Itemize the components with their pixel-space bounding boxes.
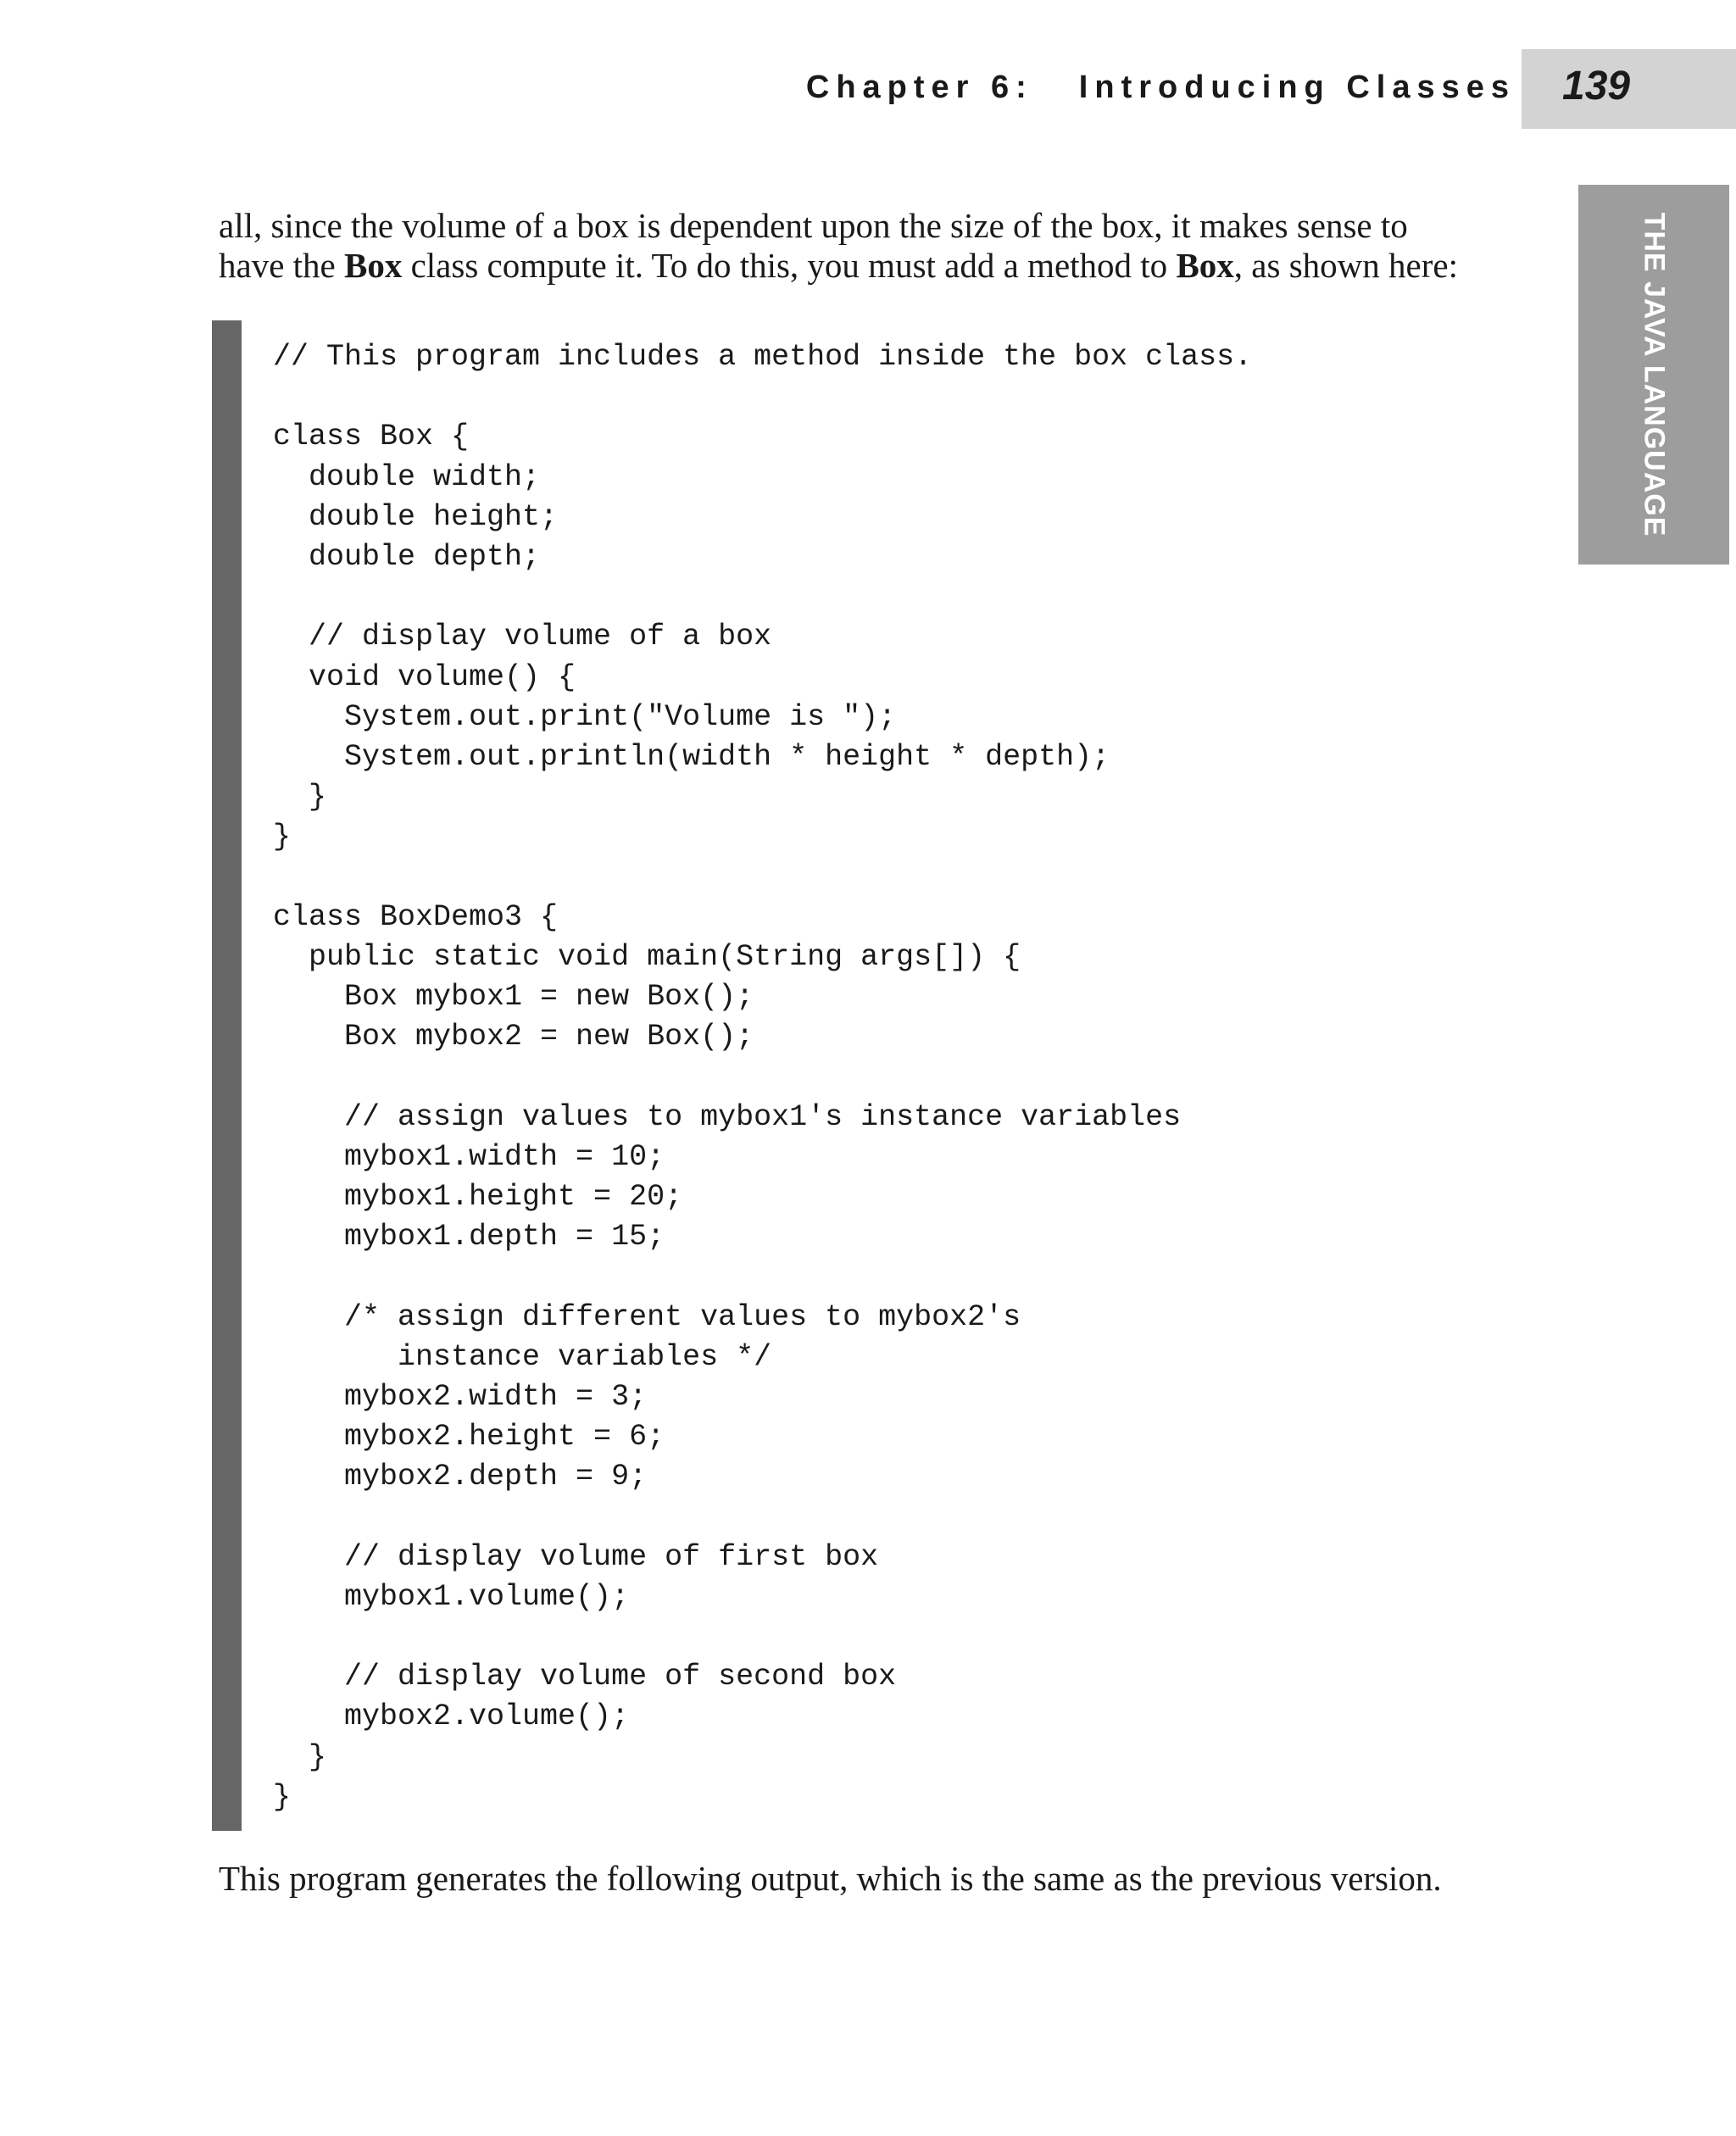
code-line: mybox1.depth = 15; xyxy=(273,1220,665,1254)
code-line xyxy=(273,1257,1252,1297)
box-class-name: Box xyxy=(343,246,403,285)
code-line xyxy=(273,577,1252,617)
code-line: Box mybox1 = new Box(); xyxy=(273,980,754,1014)
code-line xyxy=(273,857,1252,897)
code-line: } xyxy=(273,820,292,854)
code-line: } xyxy=(273,1779,292,1814)
code-line: System.out.print("Volume is "); xyxy=(273,699,897,734)
intro-paragraph xyxy=(219,206,1458,286)
section-side-tab xyxy=(1578,185,1729,565)
code-line: instance variables */ xyxy=(273,1339,772,1374)
code-listing-bar xyxy=(212,320,242,1831)
code-line: public static void main(String args[]) { xyxy=(273,939,1021,974)
code-line: // assign values to mybox1's instance variables xyxy=(273,1099,1182,1134)
code-line: mybox2.height = 6; xyxy=(273,1420,665,1455)
intro-line-2-e: , as shown here: xyxy=(1233,246,1458,285)
code-line xyxy=(273,1057,1252,1097)
code-line: mybox2.volume(); xyxy=(273,1699,630,1734)
side-tab-label: THE JAVA LANGUAGE xyxy=(1638,212,1671,537)
code-line: void volume() { xyxy=(273,659,576,694)
code-line xyxy=(273,1497,1252,1537)
page-number-box xyxy=(1522,49,1736,129)
chapter-label: Chapter 6: xyxy=(805,70,1033,105)
code-line: double height; xyxy=(273,499,559,534)
code-line: class Box { xyxy=(273,420,470,454)
code-line: mybox1.height = 20; xyxy=(273,1179,683,1214)
code-line: } xyxy=(273,1739,327,1774)
code-line: mybox2.depth = 9; xyxy=(273,1460,648,1494)
code-line: double width; xyxy=(273,459,541,494)
code-line: // This program includes a method inside the box class. xyxy=(273,340,1253,374)
code-line: /* assign different values to mybox2's xyxy=(273,1299,1021,1334)
code-line: class BoxDemo3 { xyxy=(273,899,559,934)
code-line: // display volume of first box xyxy=(273,1539,879,1574)
intro-line-2-a: have the xyxy=(219,246,344,285)
code-line: mybox1.width = 10; xyxy=(273,1139,665,1174)
closing-paragraph: This program generates the following output, which is the same as the previous version. xyxy=(219,1859,1442,1898)
code-listing xyxy=(273,337,1252,1817)
chapter-title: Introducing Classes xyxy=(1078,70,1516,105)
code-line xyxy=(273,1617,1252,1657)
code-line: // display volume of second box xyxy=(273,1660,897,1694)
code-line: mybox2.width = 3; xyxy=(273,1379,648,1414)
code-line: Box mybox2 = new Box(); xyxy=(273,1020,754,1054)
code-line: System.out.println(width * height * depth); xyxy=(273,739,1110,774)
intro-line-2-c: class compute it. To do this, you must add a method to xyxy=(402,246,1177,285)
box-class-name-2: Box xyxy=(1176,246,1234,285)
running-head xyxy=(806,70,1516,106)
code-line: mybox1.volume(); xyxy=(273,1579,630,1614)
code-line: } xyxy=(273,780,327,815)
code-line: double depth; xyxy=(273,539,541,574)
code-line: // display volume of a box xyxy=(273,620,772,654)
intro-line-1: all, since the volume of a box is dependent upon the size of the box, it makes sense to xyxy=(219,206,1408,245)
code-line xyxy=(273,377,1252,417)
page-number: 139 xyxy=(1562,64,1631,108)
